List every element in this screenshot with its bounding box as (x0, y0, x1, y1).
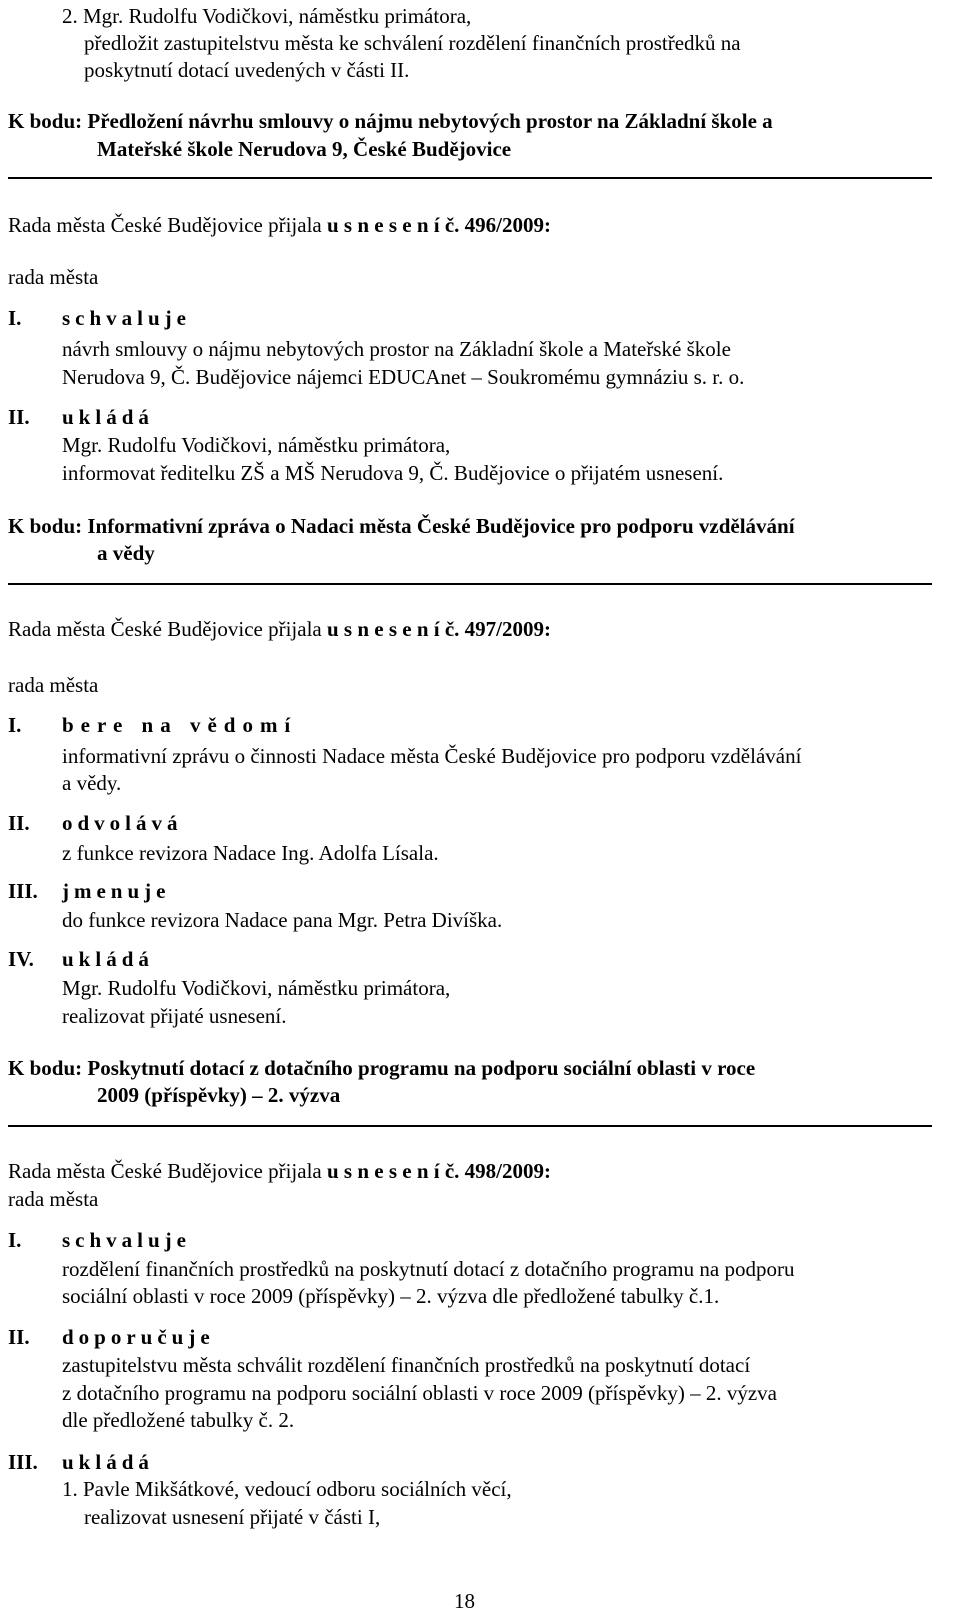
resolution-prefix: Rada města České Budějovice přijala (8, 1159, 327, 1183)
section-divider (8, 177, 932, 179)
item-verb: jmenuje (62, 879, 171, 903)
intro-line: předložit zastupitelstvu města ke schválení rozdělení finančních prostředků na (84, 31, 741, 55)
page-number: 18 (454, 1589, 475, 1613)
item-verb: bere na vědomí (62, 713, 298, 737)
section-heading: a vědy (97, 541, 155, 565)
item-text: realizovat usnesení přijaté v části I, (84, 1505, 381, 1529)
resolution-number: č. 498/2009: (439, 1159, 551, 1183)
intro-line: 2. Mgr. Rudolfu Vodičkovi, náměstku primátora, (62, 4, 472, 28)
item-verb: doporučuje (62, 1325, 215, 1349)
item-number: IV. (8, 947, 34, 971)
item-verb: odvolává (62, 811, 183, 835)
intro-line: poskytnutí dotací uvedených v části II. (84, 58, 410, 82)
item-verb: ukládá (62, 1450, 154, 1474)
item-number: II. (8, 811, 30, 835)
section-heading: K bodu: Informativní zpráva o Nadaci města České Budějovice pro podporu vzdělávání (8, 514, 795, 538)
item-text: návrh smlouvy o nájmu nebytových prostor na Základní škole a Mateřské škole (62, 337, 731, 361)
section-heading: Mateřské škole Nerudova 9, České Budějovice (97, 137, 512, 161)
resolution-word: u s n e s e n í (326, 213, 440, 237)
item-text: zastupitelstvu města schválit rozdělení finančních prostředků na poskytnutí dotací (62, 1353, 751, 1377)
item-text: informativní zprávu o činnosti Nadace města České Budějovice pro podporu vzdělávání (62, 744, 802, 768)
section-divider (8, 583, 932, 585)
resolution-prefix: Rada města České Budějovice přijala (8, 617, 327, 641)
section-heading: K bodu: Poskytnutí dotací z dotačního programu na podporu sociální oblasti v roce (8, 1056, 756, 1080)
item-text: z funkce revizora Nadace Ing. Adolfa Lísala. (62, 841, 439, 865)
section-heading: K bodu: Předložení návrhu smlouvy o nájmu nebytových prostor na Základní škole a (8, 109, 773, 133)
resolution-prefix: Rada města České Budějovice přijala (8, 213, 327, 237)
item-number: II. (8, 405, 30, 429)
item-text: dle předložené tabulky č. 2. (62, 1408, 295, 1432)
item-text: Nerudova 9, Č. Budějovice nájemci EDUCAnet – Soukromému gymnáziu s. r. o. (62, 365, 745, 389)
resolution-line (8, 616, 551, 642)
section-divider (8, 1125, 932, 1127)
item-text: do funkce revizora Nadace pana Mgr. Petra Divíška. (62, 908, 503, 932)
council-label: rada města (8, 265, 99, 289)
item-number: III. (8, 879, 38, 903)
item-verb: ukládá (62, 947, 154, 971)
item-number: II. (8, 1325, 30, 1349)
resolution-word: u s n e s e n í (326, 1159, 440, 1183)
resolution-word: u s n e s e n í (326, 617, 440, 641)
resolution-number: č. 496/2009: (439, 213, 551, 237)
item-text: realizovat přijaté usnesení. (62, 1004, 287, 1028)
item-number: I. (8, 1228, 22, 1252)
resolution-line (8, 212, 551, 238)
item-verb: schvaluje (62, 306, 191, 330)
item-text: informovat ředitelku ZŠ a MŠ Nerudova 9, Č. Budějovice o přijatém usnesení. (62, 461, 724, 485)
council-label: rada města (8, 1187, 99, 1211)
item-text: rozdělení finančních prostředků na poskytnutí dotací z dotačního programu na podporu (62, 1257, 795, 1281)
section-heading: 2009 (příspěvky) – 2. výzva (97, 1083, 341, 1107)
item-number: I. (8, 713, 22, 737)
item-verb: ukládá (62, 405, 154, 429)
resolution-line (8, 1158, 551, 1184)
item-text: 1. Pavle Mikšátkové, vedoucí odboru sociálních věcí, (62, 1477, 512, 1501)
resolution-number: č. 497/2009: (439, 617, 551, 641)
item-text: a vědy. (62, 771, 122, 795)
item-text: Mgr. Rudolfu Vodičkovi, náměstku primátora, (62, 976, 451, 1000)
item-number: I. (8, 306, 22, 330)
item-text: sociální oblasti v roce 2009 (příspěvky) – 2. výzva dle předložené tabulky č.1. (62, 1284, 720, 1308)
item-verb: schvaluje (62, 1228, 191, 1252)
council-label: rada města (8, 673, 99, 697)
item-text: Mgr. Rudolfu Vodičkovi, náměstku primátora, (62, 433, 451, 457)
item-number: III. (8, 1450, 38, 1474)
item-text: z dotačního programu na podporu sociální oblasti v roce 2009 (příspěvky) – 2. výzva (62, 1381, 777, 1405)
